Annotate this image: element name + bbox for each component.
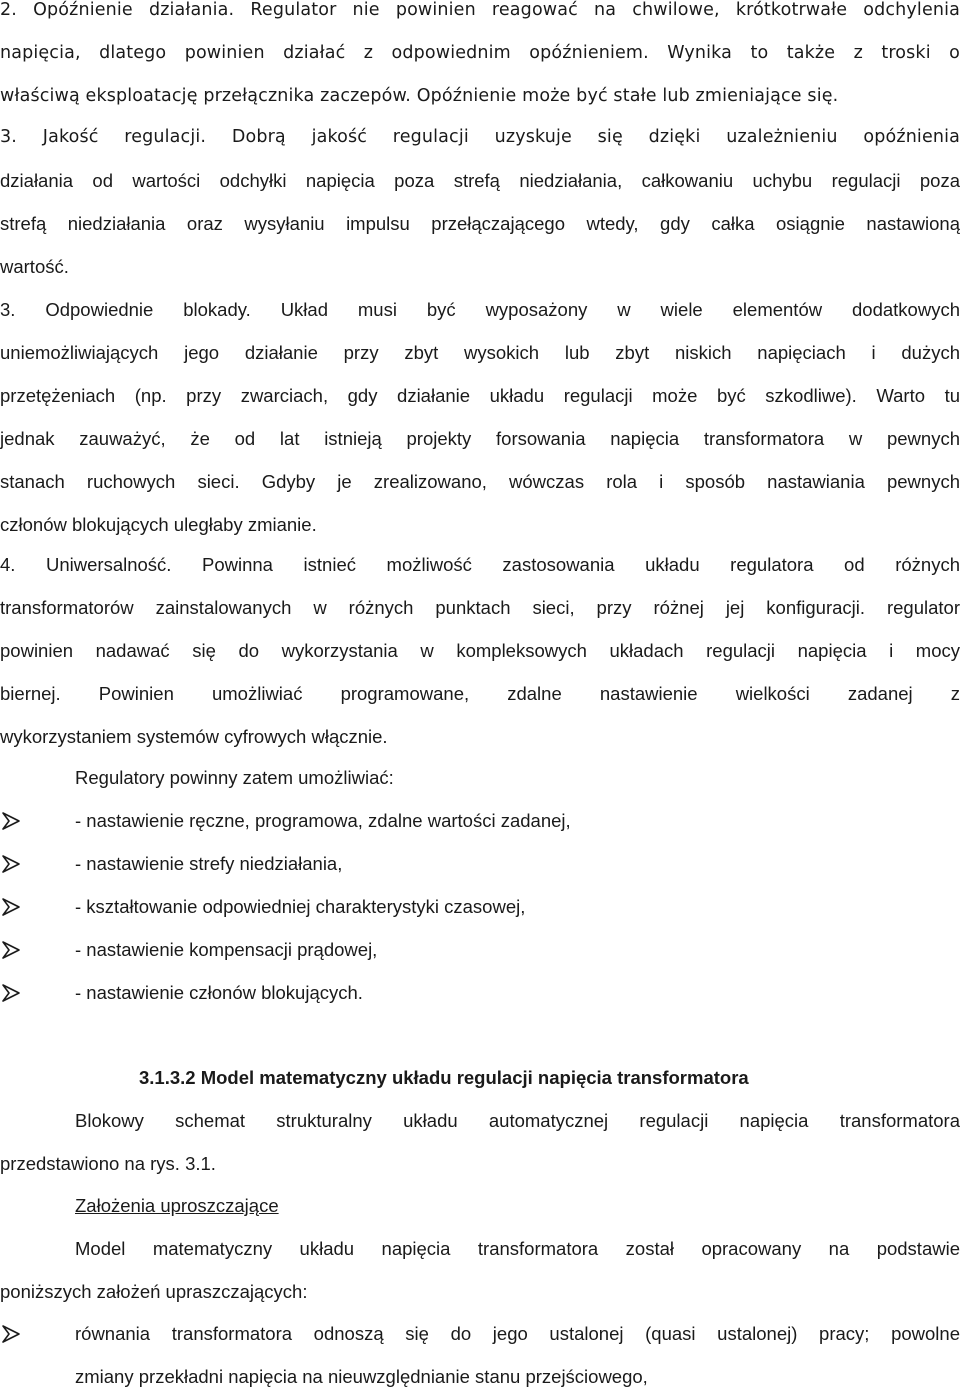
list-item-text: - nastawienie kompensacji prądowej, [75,939,378,960]
text-line: poniższych założeń upraszczających: [0,1281,308,1302]
text-line: biernej. Powinien umożliwiać programowane, zdalne nastawienie wielkości zadanej z [0,683,960,704]
list-item [0,885,960,928]
text-line: 4. Uniwersalność. Powinna istnieć możliwość zastosowania układu regulatora od różnych [0,554,960,575]
text-line: właściwą eksploatację przełącznika zaczepów. Opóźnienie może być stałe lub zmieniające się. [0,86,839,106]
list-item-text: - nastawienie strefy niedziałania, [75,853,343,874]
text-line: wartość. [0,256,69,277]
arrowhead-bullet-icon [0,896,22,918]
paragraph-opoznienie [0,0,960,118]
list-item-text: - nastawienie członów blokujących. [75,982,363,1003]
regulators-intro: Regulatory powinny zatem umożliwiać: [75,767,394,788]
list-item-text: - kształtowanie odpowiedniej charakterystyki czasowej, [75,896,526,917]
text-line: Blokowy schemat strukturalny układu automatycznej regulacji napięcia transformatora [75,1110,960,1131]
list-item [0,971,960,1014]
text-line: strefą niedziałania oraz wysyłaniu impulsu przełączającego wtedy, gdy całka osiągnie nastawioną [0,213,960,234]
text-line: 2. Opóźnienie działania. Regulator nie powinien reagować na chwilowe, krótkotrwałe odchylenia [0,0,960,20]
paragraph-uniwersalnosc [0,543,960,758]
text-line: jednak zauważyć, że od lat istnieją projekty forsowania napięcia transformatora w pewnych [0,428,960,449]
text-line: Model matematyczny układu napięcia transformatora został opracowany na podstawie [75,1238,960,1259]
paragraph-jakosc [0,116,960,288]
text-line: stanach ruchowych sieci. Gdyby je zrealizowano, wówczas rola i sposób nastawiania pewnych [0,471,960,492]
text-line: 3. Jakość regulacji. Dobrą jakość regulacji uzyskuje się dzięki uzależnieniu opóźnienia [0,127,960,147]
text-line: przedstawiono na rys. 3.1. [0,1153,216,1174]
list-item [0,799,960,842]
text-line: działania od wartości odchyłki napięcia poza strefą niedziałania, całkowaniu uchybu regulacji poza [0,170,960,191]
text-line: 3. Odpowiednie blokady. Układ musi być wyposażony w wiele elementów dodatkowych [0,299,960,320]
list-item [0,1312,960,1398]
list-item [0,928,960,971]
text-line: wykorzystaniem systemów cyfrowych włącznie. [0,726,388,747]
arrowhead-bullet-icon [0,982,22,1004]
section-heading: 3.1.3.2 Model matematyczny układu regulacji napięcia transformatora [139,1067,749,1088]
paragraph-blokowy-schemat [0,1099,960,1185]
text-line: napięcia, dlatego powinien działać z odpowiednim opóźnieniem. Wynika to także z troski o [0,43,960,63]
arrowhead-bullet-icon [0,939,22,961]
paragraph-model [0,1227,960,1313]
text-line: transformatorów zainstalowanych w różnych punktach sieci, przy różnej jej konfiguracji. regulator [0,597,960,618]
list-item [0,842,960,885]
paragraph-blokady [0,288,960,546]
list-item-text: - nastawienie ręczne, programowa, zdalne wartości zadanej, [75,810,571,831]
list-item-text [75,1312,960,1398]
text-line: zmiany przekładni napięcia na nieuwzględnianie stanu przejściowego, [75,1366,648,1387]
arrowhead-bullet-icon [0,853,22,875]
arrowhead-bullet-icon [0,1323,22,1345]
text-line: członów blokujących uległaby zmianie. [0,514,317,535]
text-line: równania transformatora odnoszą się do jego ustalonej (quasi ustalonej) pracy; powolne [75,1323,960,1344]
arrowhead-bullet-icon [0,810,22,832]
text-line: powinien nadawać się do wykorzystania w kompleksowych układach regulacji napięcia i mocy [0,640,960,661]
text-line: uniemożliwiających jego działanie przy zbyt wysokich lub zbyt niskich napięciach i dużych [0,342,960,363]
text-line: przetężeniach (np. przy zwarciach, gdy działanie układu regulacji może być szkodliwe). Warto tu [0,385,960,406]
assumptions-title: Założenia uproszczające [75,1195,279,1216]
